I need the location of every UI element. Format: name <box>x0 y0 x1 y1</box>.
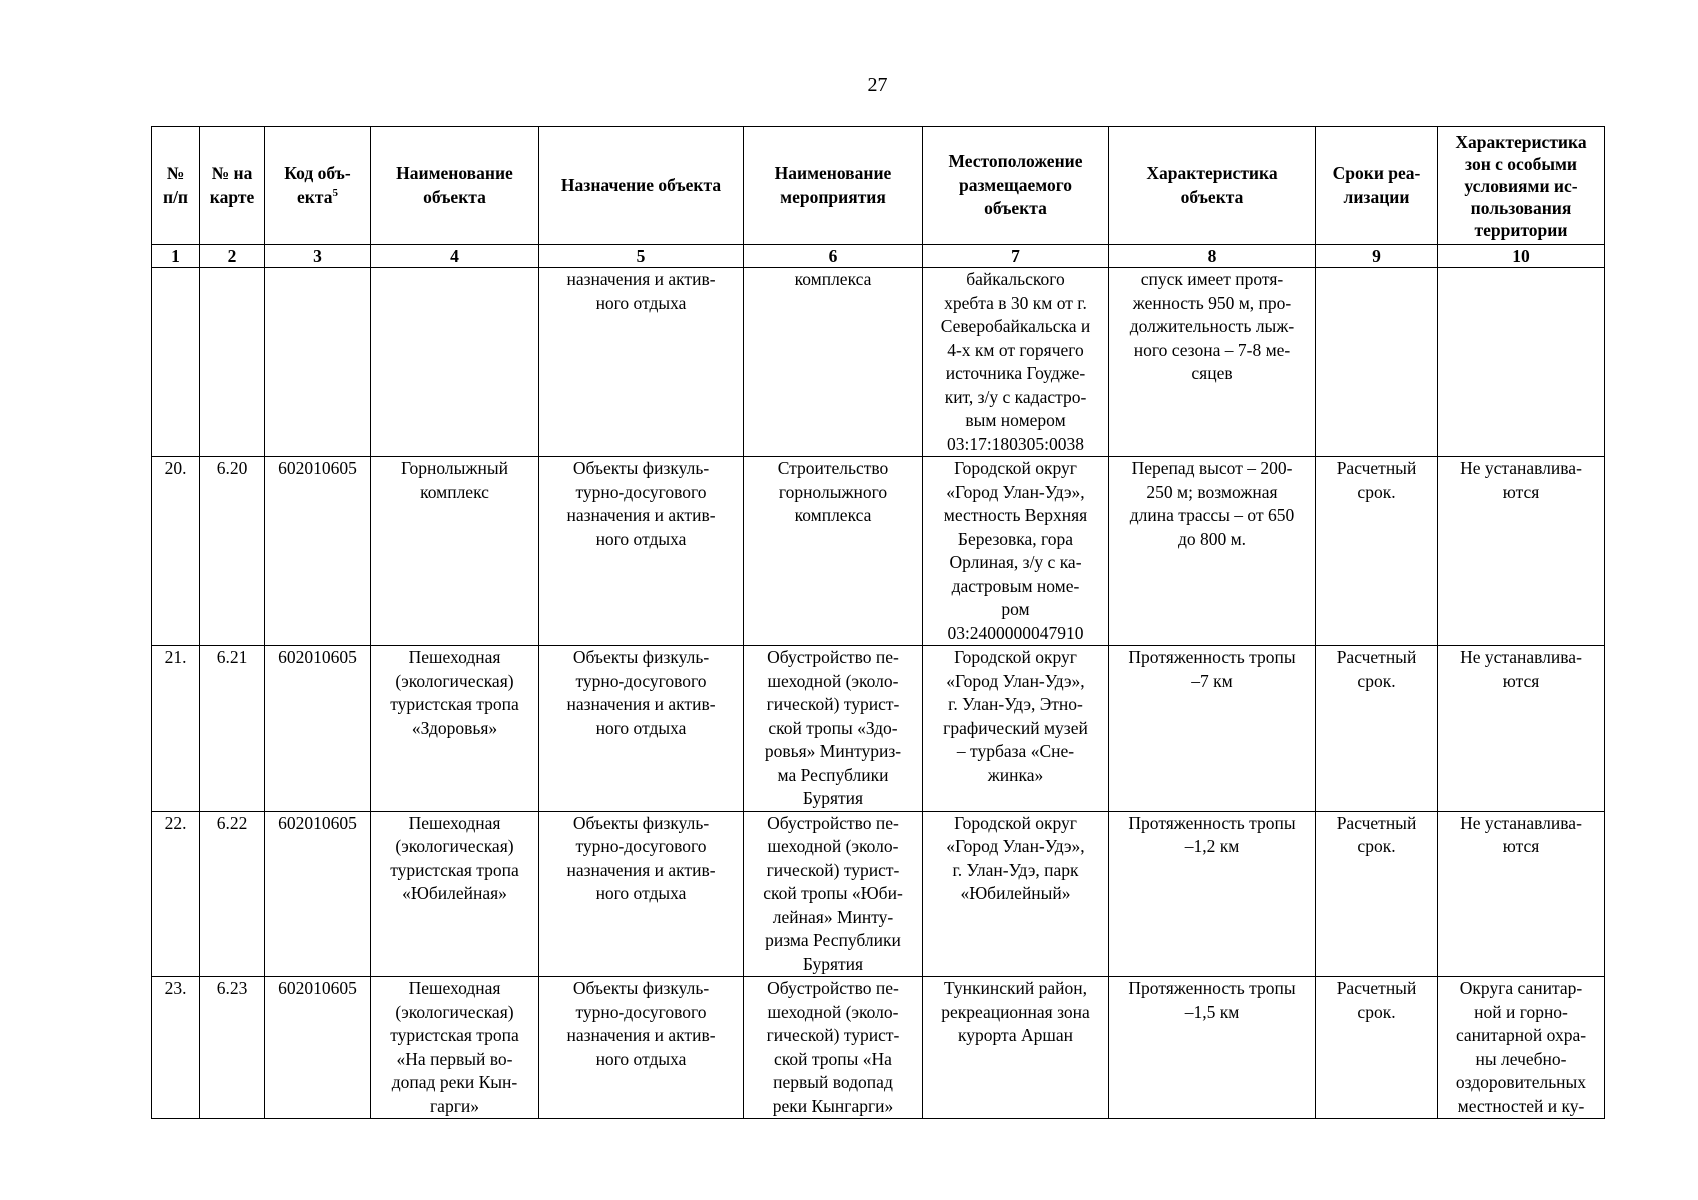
header-col-8: Характеристика объекта <box>1109 127 1316 245</box>
special-zone-characteristics <box>1438 268 1605 457</box>
special-zone-characteristics: Не устанавлива- ются <box>1438 646 1605 812</box>
header-col-2: № на карте <box>200 127 265 245</box>
column-number: 7 <box>923 245 1109 268</box>
object-location: Городской округ «Город Улан-Удэ», местность Верхняя Березовка, гора Орлиная, з/у с ка- дастровым номе- ром 03:2400000047910 <box>923 457 1109 646</box>
column-number: 2 <box>200 245 265 268</box>
implementation-period: Расчетный срок. <box>1316 811 1438 977</box>
column-number: 5 <box>539 245 744 268</box>
object-name: Горнолыжный комплекс <box>371 457 539 646</box>
table-row <box>152 268 1605 457</box>
object-characteristics: Протяженность тропы –1,2 км <box>1109 811 1316 977</box>
header-col-4: Наименование объекта <box>371 127 539 245</box>
column-number: 10 <box>1438 245 1605 268</box>
special-zone-characteristics: Не устанавлива- ются <box>1438 811 1605 977</box>
object-location: Городской округ «Город Улан-Удэ», г. Улан-Удэ, парк «Юбилейный» <box>923 811 1109 977</box>
column-number: 8 <box>1109 245 1316 268</box>
row-number <box>152 268 200 457</box>
object-purpose: Объекты физкуль- турно-досугового назначения и актив- ного отдыха <box>539 646 744 812</box>
header-col-7: Местоположение размещаемого объекта <box>923 127 1109 245</box>
object-purpose: Объекты физкуль- турно-досугового назначения и актив- ного отдыха <box>539 811 744 977</box>
activity-name: Обустройство пе- шеходной (эколо- гической) турист- ской тропы «Здо- ровья» Минтуриз- ма Республики Бурятия <box>744 646 923 812</box>
header-col-5: Назначение объекта <box>539 127 744 245</box>
column-number: 9 <box>1316 245 1438 268</box>
object-characteristics: спуск имеет протя- женность 950 м, про- должительность лыж- ного сезона – 7-8 ме- сяцев <box>1109 268 1316 457</box>
implementation-period: Расчетный срок. <box>1316 977 1438 1119</box>
object-characteristics: Протяженность тропы –1,5 км <box>1109 977 1316 1119</box>
row-number: 21. <box>152 646 200 812</box>
footnote-marker: 5 <box>332 186 338 199</box>
row-number: 23. <box>152 977 200 1119</box>
object-code <box>265 268 371 457</box>
object-name: Пешеходная (экологическая) туристская тропа «Юбилейная» <box>371 811 539 977</box>
object-purpose: Объекты физкуль- турно-досугового назначения и актив- ного отдыха <box>539 457 744 646</box>
object-code: 602010605 <box>265 811 371 977</box>
map-number <box>200 268 265 457</box>
map-number: 6.23 <box>200 977 265 1119</box>
table-row <box>152 977 1605 1119</box>
object-characteristics: Протяженность тропы –7 км <box>1109 646 1316 812</box>
header-col-1: № п/п <box>152 127 200 245</box>
map-number: 6.20 <box>200 457 265 646</box>
special-zone-characteristics: Не устанавлива- ются <box>1438 457 1605 646</box>
object-location: Тункинский район, рекреационная зона курорта Аршан <box>923 977 1109 1119</box>
column-number: 4 <box>371 245 539 268</box>
object-purpose: назначения и актив- ного отдыха <box>539 268 744 457</box>
object-location: Городской округ «Город Улан-Удэ», г. Улан-Удэ, Этно- графический музей – турбаза «Сне- жинка» <box>923 646 1109 812</box>
object-purpose: Объекты физкуль- турно-досугового назначения и актив- ного отдыха <box>539 977 744 1119</box>
header-col-3: Код объ- екта$^5$ <box>265 127 371 245</box>
column-number-row <box>152 245 1605 268</box>
row-number: 22. <box>152 811 200 977</box>
table-row <box>152 646 1605 812</box>
object-location: байкальского хребта в 30 км от г. Северобайкальска и 4-х км от горячего источника Гоудже- кит, з/у с кадастро- вым номером 03:17:180305:0038 <box>923 268 1109 457</box>
header-col-9: Сроки реа- лизации <box>1316 127 1438 245</box>
header-col-6: Наименование мероприятия <box>744 127 923 245</box>
activity-name: Обустройство пе- шеходной (эколо- гической) турист- ской тропы «На первый водопад реки Кынгарги» <box>744 977 923 1119</box>
table-row <box>152 811 1605 977</box>
object-characteristics: Перепад высот – 200- 250 м; возможная длина трассы – от 650 до 800 м. <box>1109 457 1316 646</box>
activity-name: Обустройство пе- шеходной (эколо- гической) турист- ской тропы «Юби- лейная» Минту- ризма Республики Бурятия <box>744 811 923 977</box>
column-number: 1 <box>152 245 200 268</box>
object-name: Пешеходная (экологическая) туристская тропа «Здоровья» <box>371 646 539 812</box>
row-number: 20. <box>152 457 200 646</box>
planned-objects-table <box>151 126 1605 1119</box>
implementation-period: Расчетный срок. <box>1316 646 1438 812</box>
object-name: Пешеходная (экологическая) туристская тропа «На первый во- допад реки Кын- гарги» <box>371 977 539 1119</box>
object-code: 602010605 <box>265 457 371 646</box>
table-row <box>152 457 1605 646</box>
activity-name: Строительство горнолыжного комплекса <box>744 457 923 646</box>
implementation-period <box>1316 268 1438 457</box>
activity-name: комплекса <box>744 268 923 457</box>
column-number: 3 <box>265 245 371 268</box>
object-name <box>371 268 539 457</box>
header-row <box>152 127 1605 245</box>
object-code: 602010605 <box>265 646 371 812</box>
column-number: 6 <box>744 245 923 268</box>
map-number: 6.21 <box>200 646 265 812</box>
header-col-10: Характеристика зон с особыми условиями ис- пользования территории <box>1438 127 1605 245</box>
map-number: 6.22 <box>200 811 265 977</box>
page-number: 27 <box>867 74 888 96</box>
implementation-period: Расчетный срок. <box>1316 457 1438 646</box>
object-code: 602010605 <box>265 977 371 1119</box>
special-zone-characteristics: Округа санитар- ной и горно- санитарной охра- ны лечебно- оздоровительных местностей и ку- <box>1438 977 1605 1119</box>
